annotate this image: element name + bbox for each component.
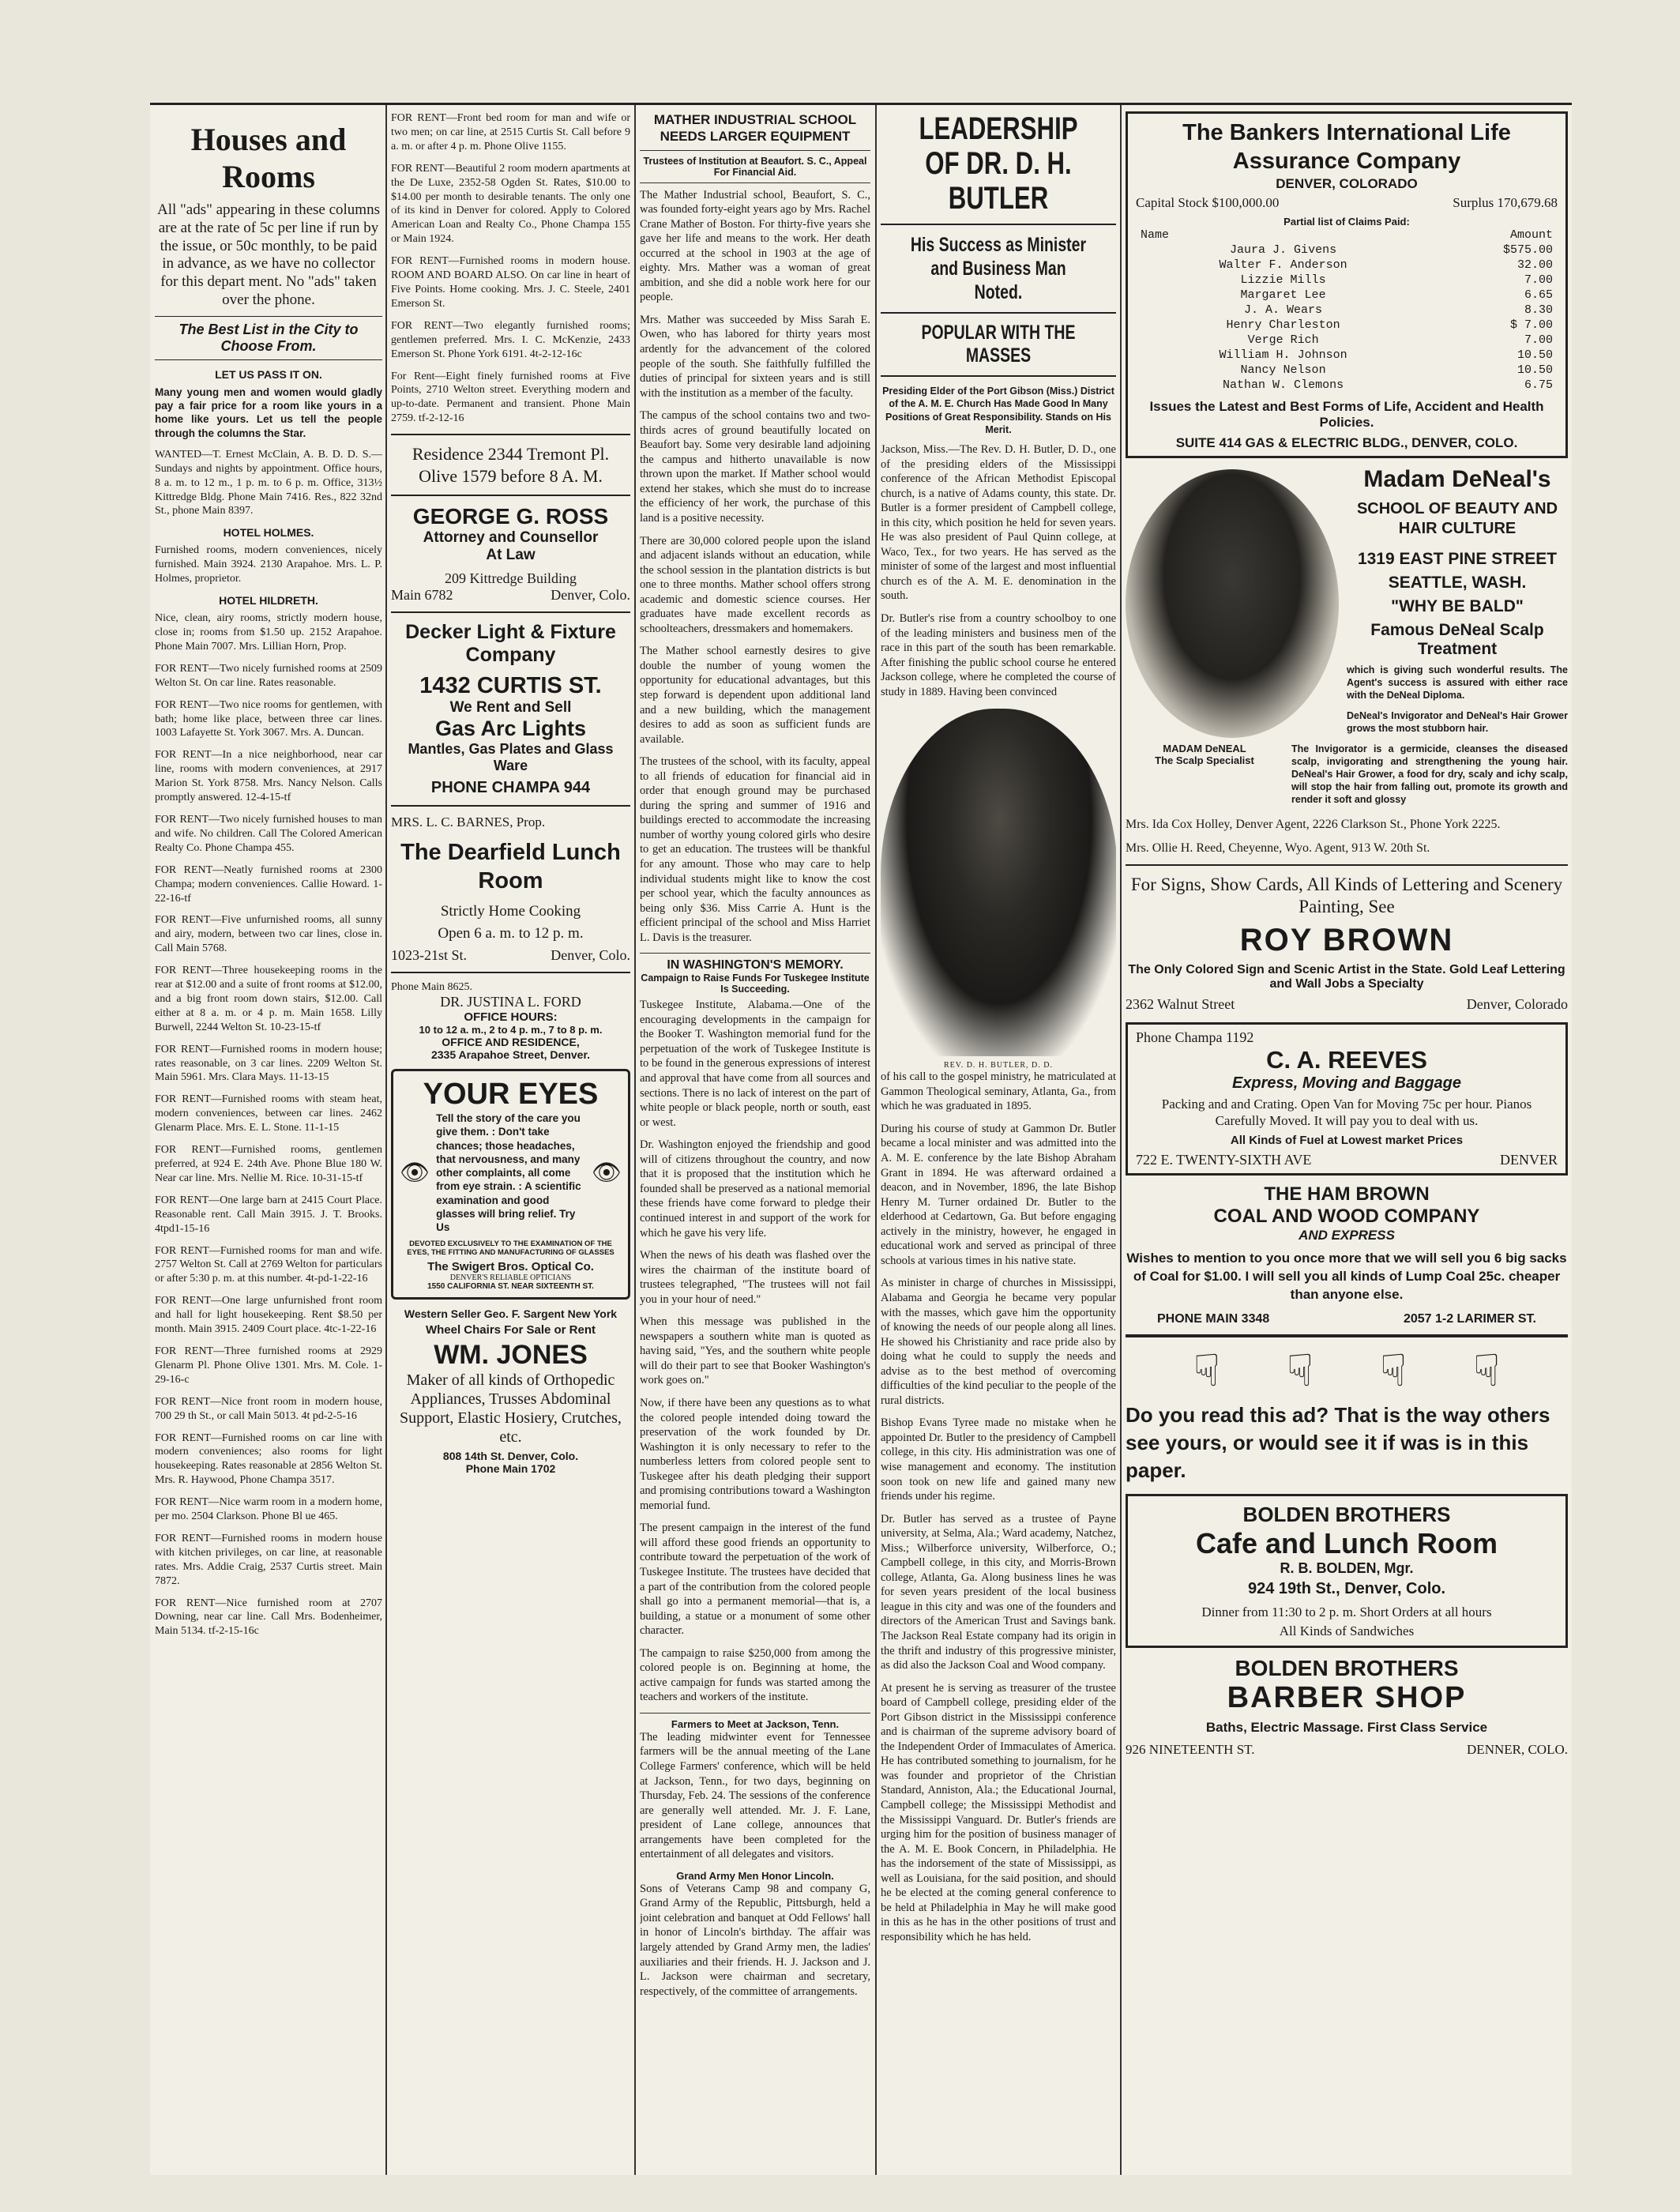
newspaper-page: [150, 103, 1572, 2175]
classified-ad: FOR RENT—Furnished rooms in modern house with kitchen privileges, on car line, at reasonable rates. Mrs. Addie Craig, 2537 Curtis street. Main 7872.: [155, 1532, 382, 1587]
claim-name: Margaret Lee: [1240, 288, 1326, 302]
pointing-hands: [1126, 1345, 1568, 1397]
decker-gas: Gas Arc Lights: [434, 716, 587, 740]
brown-city: Denver, Colorado: [1466, 995, 1568, 1012]
divider: [391, 805, 630, 807]
butler-deck-1: [881, 233, 1116, 304]
eyes-ad: [391, 1069, 630, 1299]
decker-mantles: Mantles, Gas Plates and Glass Ware: [408, 740, 614, 773]
reeves-contact: [1136, 1152, 1558, 1168]
eyes-company: The Swigert Bros. Optical Co.: [427, 1259, 594, 1273]
divider: [640, 150, 870, 151]
divider: [1126, 1334, 1568, 1337]
classified-ad: FOR RENT—Furnished rooms, gentlemen preferred, at 924 E. 24th Ave. Phone Blue 180 W. Near car line. Mrs. Nellie M. Rice. 10-31-15-tf: [155, 1144, 382, 1184]
classified-heading: HOTEL HILDRETH.: [219, 594, 318, 608]
lead-head: LET US PASS IT ON.: [215, 367, 322, 381]
claims-row: [1136, 333, 1558, 348]
decker-address: 1432 CURTIS ST.: [419, 672, 602, 698]
classified-ad: FOR RENT—Front bed room for man and wife or two men; on car line, at 2515 Curtis St. Call before 9 a. m. or after 4 p. m. Phone Olive 1155.: [391, 112, 630, 152]
farmers-text: The leading midwinter event for Tennessee farmers will be the annual meeting of the Lane College Farmers' conference, which will be held at Jackson, Tenn., for two days, beginning on Thursday, Feb. 24. The sessions of the conference are generally well attended. Mr. J. F. Lane, president of Lane college, announces that arrangements have been completed for the entertainment of all delegates and visitors.: [640, 1730, 870, 1861]
divider: [391, 611, 630, 613]
ham-name: THE HAM BROWN: [1264, 1183, 1430, 1206]
article-paragraph: As minister in charge of churches in Mississippi, Alabama and Georgia he became very popular with the masses, which gave him the opportunity of knowing the needs of our people along all lines. He showed his Christianity and race pride also by doing what he could to supply the needs and advise as to the best method of overcoming difficulties of the kind peculiar to the people of the rural districts.: [881, 1277, 1116, 1407]
bolden-manager: R. B. BOLDEN, Mgr.: [1280, 1560, 1414, 1577]
divider: [640, 953, 870, 954]
bolden-address: 924 19th St., Denver, Colo.: [1247, 1580, 1446, 1598]
deneal-treatment: Famous DeNeal Scalp Treatment: [1370, 620, 1544, 658]
claims-col-name: Name: [1141, 228, 1170, 242]
farmers-headline: Farmers to Meet at Jackson, Tenn.: [671, 1717, 840, 1730]
classified-ad: FOR RENT—Two elegantly furnished rooms; gentlemen preferred. Mrs. I. C. McKenzie, 2433 Emerson St. Phone York 6191. 4t-2-12-16c: [391, 319, 630, 360]
classified-ad: FOR RENT—In a nice neighborhood, near car line, rooms with modern conveniences, at 2917 Marion St. York 8758. Mrs. Nancy Nelson. Calls promptly answered. 12-4-15-tf: [155, 749, 382, 804]
mather-column: [640, 111, 870, 2167]
article-paragraph: The Mather Industrial school, Beaufort, S. C., was founded forty-eight years ago by Mrs. Rachel Crane Mather of Boston. For thirty-five years she gave her life and means to the work. Her death occurred at the school in 1903 at the age of eighty. Mrs. Mather was a woman of great ambition, and she did a noble work here for our people.: [640, 188, 870, 304]
deneal-caption-box: [1126, 743, 1283, 766]
butler-caption: REV. D. H. BUTLER, D. D.: [944, 1061, 1053, 1070]
claim-name: Nancy Nelson: [1240, 363, 1326, 377]
deneal-ad: [1126, 466, 1568, 743]
bankers-suite: SUITE 414 GAS & ELECTRIC BLDG., DENVER, COLO.: [1175, 434, 1518, 450]
divider: [391, 495, 630, 496]
butler-body-top: [881, 442, 1116, 699]
divider: [640, 1713, 870, 1714]
decker-phone: PHONE CHAMPA 944: [430, 778, 591, 796]
mather-deck: Trustees of Institution at Beaufort. S. C., Appeal For Financial Aid.: [643, 155, 867, 178]
bolden-sandwiches: All Kinds of Sandwiches: [1279, 1623, 1415, 1639]
claims-row: [1136, 378, 1558, 393]
dearfield-city: Denver, Colo.: [551, 947, 630, 964]
bankers-capital: Capital Stock $100,000.00: [1136, 194, 1280, 210]
claim-amount: 10.50: [1517, 348, 1553, 362]
brown-contact: [1126, 996, 1568, 1013]
classified-ad: FOR RENT—Two nicely furnished rooms at 2509 Welton St. On car line. Rates reasonable.: [155, 662, 382, 689]
bankers-capital-row: [1136, 195, 1558, 211]
ham-text: Wishes to mention to you once more that we will sell you 6 big sacks of Coal for $1.00. I will sell you all kinds of Lump Coal 25c. cheaper than anyone else.: [1126, 1251, 1567, 1302]
memory-body: [640, 998, 870, 1705]
column-rule: [875, 105, 877, 2175]
jones-seller: Western Seller Geo. F. Sargent New York: [404, 1307, 618, 1320]
claim-name: Jaura J. Givens: [1230, 243, 1337, 257]
deneal-name: Madam DeNeal's: [1363, 465, 1551, 492]
bolden-name: BOLDEN BROTHERS: [1242, 1503, 1451, 1527]
ham-company: COAL AND WOOD COMPANY: [1213, 1206, 1480, 1228]
dearfield-hours: Open 6 a. m. to 12 p. m.: [438, 925, 584, 942]
classified-ad: FOR RENT—Two nicely furnished houses to man and wife. No children. Call The Colored American Realty Co. Phone Champa 455.: [155, 813, 382, 854]
residence-phone: Olive 1579 before 8 A. M.: [419, 465, 603, 486]
article-paragraph: The present campaign in the interest of the fund will afford these good friends an opportunity to contribute toward the perpetuation of the work of Tuskegee Institute. The trustees have decided that a part of the contribution from the colored people shall go into a permanent memorial—that is, a building, a statue or a monument of some other character.: [640, 1522, 870, 1638]
claims-col-amount: Amount: [1509, 228, 1553, 242]
deneal-agent-2: Mrs. Ollie H. Reed, Cheyenne, Wyo. Agent, 913 W. 20th St.: [1126, 841, 1430, 855]
brown-text: The Only Colored Sign and Scenic Artist in the State. Gold Leaf Lettering and Wall Jobs a Specialty: [1128, 962, 1565, 991]
classified-ad: FOR RENT—Furnished rooms with steam heat, modern conveniences, between car lines. 2462 Glenarm Place. Mrs. E. L. Stone. 11-1-15: [155, 1093, 382, 1134]
jones-name: WM. JONES: [434, 1339, 588, 1370]
ross-name: GEORGE G. ROSS: [412, 504, 609, 529]
article-paragraph: Dr. Washington enjoyed the friendship and good will of citizens throughout the country, and now that it is proposed that the institution which he founded shall be preserved as a national memorial these friends have come forward to pledge their continued interest in and support of the work for which he gave his very life.: [640, 1138, 870, 1240]
ford-phone: Phone Main 8625.: [391, 981, 473, 994]
deneal-text-3: The Invigorator is a germicide, cleanses the diseased scalp, invigorating and strengthening the young hair. DeNeal's Hair Grower, a food for dry, scaly and ichy scalp, will stop the hair from falling out, promote its growth and render it soft and glossy: [1291, 743, 1568, 805]
brown-lead: For Signs, Show Cards, All Kinds of Lettering and Scenery Painting, See: [1130, 875, 1563, 917]
column-rule: [1120, 105, 1122, 2175]
article-paragraph: During his course of study at Gammon Dr. Butler became a local minister and was admitted into the A. M. E. conference by the late Bishop Abraham Grant in 1894. He was afterward ordained a deacon, and in November, 1896, the late Bishop Henry M. Turner ordained Dr. Butler to the elderhood at Cedartown, Ga. But before engaging actively in the ministry, however, he engaged in educational work and served as principal of three schools at various times in his native state.: [881, 1122, 1116, 1267]
claims-row: [1136, 303, 1558, 318]
article-paragraph: Now, if there have been any questions as to what the colored people intended doing toward the preservation of the work founded by Dr. Washington it is only necessary to refer to the numberless letters from colored people sent to Tuskegee after his death pledging their support and promising contributions toward a Washington memorial fund.: [640, 1396, 870, 1512]
article-paragraph: Dr. Butler's rise from a country schoolboy to one of the leading ministers and business men of the race in this part of the south has been remarkable. After finishing the public school course he entered Jackson college, where he completed the course of study in 1889. Having been convinced: [881, 612, 1116, 698]
eyes-text: Tell the story of the care you give them. : Don't take chances; those headaches, that nervousness, and many other complaints, all come from eye strain. : A scientific examination and good glasses will bring relief. Try Us: [436, 1112, 581, 1234]
army-text: Sons of Veterans Camp 98 and company G, Grand Army of the Republic, Pittsburgh, held a joint celebration and banquet at Odd Fellows' hall in honor of Lincoln's birthday. The affair was largely attended by Grand Army men, the ladies' auxiliaries and their friends. H. J. Jackson and J. L. Jackson were chairman and secretary, respectively, of the committee of arrangements.: [640, 1882, 870, 1998]
classified-ad: WANTED—T. Ernest McClain, A. B. D. D. S.—Sundays and nights by appointment. Office hours, 8 a. m. to 12 m., 1 p. m. to 6 p. m. Office, 313½ Kittredge Bldg. Phone Main 7416. Res., 822 32nd St., phone Main 8397.: [155, 448, 382, 517]
barber-shop: BARBER SHOP: [1227, 1681, 1467, 1715]
claims-row: [1136, 273, 1558, 288]
butler-column: [881, 111, 1116, 2167]
bolden-cafe: Cafe and Lunch Room: [1195, 1527, 1498, 1560]
memory-deck: Campaign to Raise Funds For Tuskegee Institute Is Succeeding.: [641, 972, 870, 995]
article-paragraph: Jackson, Miss.—The Rev. D. H. Butler, D. D., one of the presiding elders of the Mississippi conference of the African Methodist Episcopal church, is a native of Adams county, this state. Dr. Butler is a former president of Campbell college, in this city, which position he held for seven years. He was also president of Paul Quinn college, at Waco, Tex., for two years. He has served as the minister of some of the largest and most influential church es of the A. M. E. denomination in the south.: [881, 443, 1116, 603]
deneal-text-2: DeNeal's Invigorator and DeNeal's Hair Grower grows the most stubborn hair.: [1347, 709, 1568, 734]
classified-ad: Nice, clean, airy rooms, strictly modern house, close in; rooms from $1.50 up. 2152 Arapahoe. Phone Main 7007. Mrs. Lillian Horn, Prop.: [155, 612, 382, 653]
ham-address: 2057 1-2 LARIMER ST.: [1403, 1311, 1536, 1326]
brown-name: ROY BROWN: [1239, 922, 1454, 957]
eye-icon: 👁: [591, 1160, 622, 1187]
ham-express: AND EXPRESS: [1299, 1228, 1395, 1243]
divider: [391, 434, 630, 435]
lead-text: Many young men and women would gladly pay a fair price for a room like yours in a home like yours. Let us tell the people through the columns the Star.: [155, 386, 382, 439]
classified-ad: FOR RENT—Nice front room in modern house, 700 29 th St., or call Main 5013. 4t pd-2-5-16: [155, 1395, 382, 1422]
deneal-address: 1319 EAST PINE STREET: [1357, 549, 1558, 568]
divider: [640, 182, 870, 183]
deneal-lower: [1126, 743, 1568, 814]
article-paragraph: Dr. Butler has served as a trustee of Payne university, at Selma, Ala.; Ward academy, Natchez, Miss.; Wilberforce university, Wilberforce, O.; Campbell college, in this city, and Morris-Brown college, Atlanta, Ga. Along business lines he was for seven years president of the local business league in this city and was one of the founders and directors of the American Trust and Savings bank. The Jackson Real Estate company had its origin in the thrift and industry of this progressive minister, as did also the Jackson Coal and Wood company.: [881, 1512, 1116, 1672]
claims-row: [1136, 243, 1558, 258]
article-paragraph: The campaign to raise $250,000 from among the colored people is on. Beginning at home, the active campaign for funds was started among the teachers and workers of the institute.: [640, 1646, 870, 1704]
classifieds-column: [155, 111, 382, 2167]
eyes-title: YOUR EYES: [423, 1078, 599, 1112]
barber-address: 926 NINETEENTH ST.: [1126, 1742, 1255, 1758]
divider: [881, 312, 1116, 314]
divider: [881, 375, 1116, 377]
classifieds-best-list: The Best List in the City to Choose From.: [155, 316, 382, 360]
claim-name: J. A. Wears: [1244, 303, 1323, 317]
deneal-caption-2: The Scalp Specialist: [1155, 754, 1254, 766]
ford-address: 2335 Arapahoe Street, Denver.: [430, 1048, 591, 1062]
butler-headline: [881, 111, 1116, 216]
classified-ad: FOR RENT—Three furnished rooms at 2929 Glenarm Pl. Phone Olive 1301. Mrs. M. Cole. 1-29-16-c: [155, 1345, 382, 1386]
bolden-dinner: Dinner from 11:30 to 2 p. m. Short Orders at all hours: [1201, 1604, 1492, 1620]
claim-amount: 6.65: [1524, 288, 1553, 302]
article-paragraph: When this message was published in the newspapers a southern white man is quoted as having said, "Yes, and the southern white people will do their part to see that Booker Washington's work goes on.": [640, 1315, 870, 1387]
ross-building: 209 Kittredge Building: [445, 570, 577, 587]
ross-phone: Main 6782: [391, 587, 453, 604]
claims-title: Partial list of Claims Paid:: [1283, 215, 1410, 228]
jones-text: Maker of all kinds of Orthopedic Appliances, Trusses Abdominal Support, Elastic Hosiery, Crutches, etc.: [400, 1371, 622, 1446]
article-paragraph: When the news of his death was flashed over the wires the chairman of the institute board of trustees telegraphed, "The trustees will not fail you in your hour of need.": [640, 1249, 870, 1306]
claim-name: William H. Johnson: [1219, 348, 1347, 362]
butler-headline-text: LEADERSHIP OF DR. D. H. BUTLER: [919, 111, 1078, 216]
jones-address: 808 14th St. Denver, Colo.: [442, 1449, 579, 1462]
classified-ad: FOR RENT—Neatly furnished rooms at 2300 Champa; modern conveniences. Callie Howard. 1-22-16-tf: [155, 863, 382, 905]
bankers-surplus: Surplus 170,679.68: [1453, 194, 1558, 210]
ford-residence-label: OFFICE AND RESIDENCE,: [442, 1036, 580, 1049]
article-paragraph: The trustees of the school, with its faculty, appeal to all friends of education for financial aid in order that enough ground may be purchased during the spring and summer of 1916 and buildings erected to accommodate the increasing number of worthy young colored girls who desire to get an education. The trustees will be thankful for any amount. Those who may care to help individual students might like to know the cost per school year, which the faculty announces as being only $36. Miss Carrie A. Hunt is the efficient principal of the school and Miss Harriet L. Davis is the treasurer.: [640, 755, 870, 944]
ross-city: Denver, Colo.: [551, 587, 630, 604]
column-rule: [385, 105, 387, 2175]
pointing-hand-icon: ☟: [1473, 1346, 1501, 1396]
eyes-address: 1550 CALIFORNIA ST. NEAR SIXTEENTH ST.: [427, 1281, 594, 1291]
divider: [1126, 864, 1568, 866]
article-paragraph: The campus of the school contains two and two-thirds acres of ground beautifully located on Beaufort bay. Some very desirable land adjoining the campus and hitherto unavailable is now thrown upon the market. If Mather school would extend her stakes, which she must do to increase the efficiency of her work, the purchase of this land is a positive necessity.: [640, 409, 870, 525]
jones-wheel-chairs: Wheel Chairs For Sale or Rent: [425, 1322, 596, 1337]
bankers-city: DENVER, COLORADO: [1276, 175, 1418, 191]
dearfield-contact: [391, 947, 630, 964]
ford-office-label: OFFICE HOURS:: [464, 1010, 558, 1025]
divider: [881, 224, 1116, 225]
classified-ads-list: [155, 448, 382, 1638]
claims-header-row: [1136, 228, 1558, 243]
decker-name: Decker Light & Fixture Company: [405, 621, 616, 666]
claims-row: [1136, 258, 1558, 273]
claim-name: Lizzie Mills: [1240, 273, 1326, 287]
brown-address: 2362 Walnut Street: [1126, 995, 1235, 1012]
butler-deck-1-text: His Success as Minister and Business Man Noted.: [910, 234, 1087, 303]
bankers-issues: Issues the Latest and Best Forms of Life, Accident and Health Policies.: [1149, 398, 1544, 430]
barber-services: Baths, Electric Massage. First Class Service: [1205, 1720, 1488, 1736]
claim-name: Walter F. Anderson: [1219, 258, 1347, 272]
classified-ad: FOR RENT—One large unfurnished front room and hall for light housekeeping. Rent $8.50 per month. Main 3915. 2409 Court place. 4tc-1-22-16: [155, 1295, 382, 1336]
classified-ad: FOR RENT—Nice warm room in a modern home, per mo. 2504 Clarkson. Phone Bl ue 465.: [155, 1496, 382, 1523]
classified-ad: Furnished rooms, modern conveniences, nicely furnished. Main 3924. 2130 Arapahoe. Mrs. L. P. Holmes, proprietor.: [155, 544, 382, 585]
column-rule: [634, 105, 636, 2175]
deneal-agent-1: Mrs. Ida Cox Holley, Denver Agent, 2226 Clarkson St., Phone York 2225.: [1126, 817, 1501, 831]
claim-amount: 8.30: [1524, 303, 1553, 317]
deneal-city: SEATTLE, WASH.: [1388, 573, 1527, 592]
deneal-bald: "WHY BE BALD": [1391, 596, 1524, 615]
dearfield-name: The Dearfield Lunch Room: [400, 839, 621, 893]
reeves-name: C. A. REEVES: [1266, 1045, 1427, 1074]
claims-row: [1136, 348, 1558, 363]
bankers-name: The Bankers International Life Assurance Company: [1182, 120, 1511, 175]
reeves-express: Express, Moving and Baggage: [1231, 1074, 1462, 1092]
classified-ad: FOR RENT—Furnished rooms on car line with modern conveniences; also rooms for light housekeeping. Rates reasonable at 2856 Welton St. Mrs. R. Haywood, Phone Champa 3517.: [155, 1431, 382, 1487]
pointing-hand-icon: ☟: [1286, 1346, 1314, 1396]
classified-ad: FOR RENT—Furnished rooms in modern house; rates reasonable, on 3 car lines. 2209 Welton St. Main 5961. Mrs. Clara Mays. 11-13-15: [155, 1043, 382, 1084]
claim-amount: 10.50: [1517, 363, 1553, 377]
barnes-proprietor: MRS. L. C. BARNES, Prop.: [391, 814, 546, 830]
classified-ad: For Rent—Eight finely furnished rooms at Five Points, 2710 Welton street. Everything modern and up-to-date. Permanent and transient. Phone Main 2759. tf-2-12-16: [391, 370, 630, 425]
deneal-caption-1: MADAM DeNEAL: [1163, 742, 1246, 754]
reeves-address: 722 E. TWENTY-SIXTH AVE: [1136, 1152, 1312, 1168]
ads-column-2: [391, 111, 630, 2167]
divider: [391, 972, 630, 973]
eye-icon: 👁: [400, 1160, 430, 1187]
mather-body: [640, 188, 870, 946]
dearfield-cooking: Strictly Home Cooking: [440, 903, 581, 920]
claim-name: Verge Rich: [1247, 333, 1319, 347]
classified-ad: FOR RENT—Two nice rooms for gentlemen, with bath; home like place, between three car lines. 1003 Lafayette St. York 3067. Mrs. A. Duncan.: [155, 698, 382, 739]
ham-phone: PHONE MAIN 3348: [1157, 1311, 1270, 1326]
butler-body-bottom: [881, 1070, 1116, 1944]
classified-ad: FOR RENT—Beautiful 2 room modern apartments at the De Luxe, 2352-58 Ogden St. Rates, $10.00 to $14.00 per month to desirable tenants. The only one of its kind in Denver for colored. Apply to Colored American Loan and Realty Co., Phone Champa 155 or Main 1924.: [391, 162, 630, 246]
classifieds-title: Houses and Rooms: [190, 122, 347, 194]
butler-portrait: [881, 709, 1116, 1056]
eyes-devoted: DEVOTED EXCLUSIVELY TO THE EXAMINATION OF THE EYES, THE FITTING AND MANUFACTURING OF GLASSES: [407, 1239, 614, 1257]
classified-ad: FOR RENT—Nice furnished room at 2707 Downing, near car line. Call Mrs. Bodenheimer, Main 5134. tf-2-15-16c: [155, 1597, 382, 1638]
reeves-text: Packing and and Crating. Open Van for Moving 75c per hour. Pianos Carefully Moved. It will pay you to deal with us.: [1161, 1096, 1532, 1128]
deneal-photo-box: [1126, 466, 1339, 743]
butler-deck-2: [881, 322, 1116, 367]
deneal-portrait: [1126, 469, 1339, 738]
butler-deck-2-text: POPULAR WITH THE MASSES: [921, 322, 1076, 367]
claim-amount: 7.00: [1524, 333, 1553, 347]
ross-contact: [391, 587, 630, 604]
reeves-city: DENVER: [1500, 1152, 1558, 1168]
claim-amount: 32.00: [1517, 258, 1553, 272]
article-paragraph: At present he is serving as treasurer of the trustee board of Campbell college, presiding elder of the Port Gibson district in the Mississippi conference and is chairman of the supreme advisory board of the Independent Order of Immaculates of America. He has contributed something to journalism, for he was founder and proprietor of the Christian Standard, Anniston, Ala.; the Educational Journal, Campbell college; the Mississippi Methodist and the Mississippi Vanguard. Dr. Butler's friends are urging him for the position of business manager of the A. M. E. Book Concern, in Philadelphia. He has the indorsement of the state of Mississippi, as well as Louisiana, for the said position, and should he be elected at the coming general conference to be held at Philadelphia in May he will make good in this as he has in the other positions of trust and responsibility which he has held.: [881, 1681, 1116, 1943]
pointing-hand-icon: ☟: [1380, 1346, 1408, 1396]
classified-ad: FOR RENT—Five unfurnished rooms, all sunny and airy, modern, between two car lines, close in. Call Main 5768.: [155, 914, 382, 955]
memory-headline: IN WASHINGTON'S MEMORY.: [667, 958, 844, 972]
article-paragraph: of his call to the gospel ministry, he matriculated at Gammon Theological seminary, Atlanta, Ga., from which he was graduated in 1895.: [881, 1070, 1116, 1113]
claim-amount: 7.00: [1524, 273, 1553, 287]
claims-row: [1136, 318, 1558, 333]
barber-city: DENNER, COLO.: [1467, 1742, 1568, 1758]
deneal-text-box: [1347, 466, 1568, 743]
jones-phone: Phone Main 1702: [465, 1462, 556, 1475]
classified-ad: FOR RENT—Three housekeeping rooms in the rear at $12.00 and a suite of front rooms at $12.00, and a big front room down stairs, $12.00. Call either at 8 a. m. or 4 p. m. Main 1658. Lilly Burwell, 2244 Welton St. 10-23-15-tf: [155, 965, 382, 1033]
article-paragraph: Tuskegee Institute, Alabama.—One of the encouraging developments in the campaign for the Booker T. Washington memorial fund for the perpetuation of the work of Tuskegee Institute is to be found in the generous expressions of interest and approval that have come from all sources and sections. There is no lack of interest on the part of white people or black people, north or south, east or west.: [640, 999, 870, 1129]
claims-table: [1136, 228, 1558, 393]
pointing-hand-icon: ☟: [1193, 1346, 1220, 1396]
read-this-ad: Do you read this ad? That is the way others see yours, or would see it if was is in this paper.: [1126, 1402, 1550, 1483]
classified-ad: FOR RENT—Furnished rooms in modern house. ROOM AND BOARD ALSO. On car line in heart of Five Points. Home cooking. Mrs. J. C. Steele, 2401 Emerson St.: [391, 255, 630, 310]
eyes-subtitle: DENVER'S RELIABLE OPTICIANS: [449, 1273, 572, 1282]
residence-line: Residence 2344 Tremont Pl.: [412, 444, 610, 465]
army-headline: Grand Army Men Honor Lincoln.: [676, 1869, 834, 1882]
butler-deck-3: Presiding Elder of the Port Gibson (Miss.) District of the A. M. E. Church Has Made Good In Many Positions of Great Responsibility. Stands on His Merit.: [882, 386, 1114, 435]
barber-contact: [1126, 1742, 1568, 1758]
bankers-ad: [1126, 111, 1568, 458]
bolden-cafe-ad: [1126, 1494, 1568, 1648]
claim-name: Henry Charleston: [1226, 318, 1340, 332]
claim-name: Nathan W. Clemons: [1223, 378, 1344, 392]
ford-name: DR. JUSTINA L. FORD: [440, 994, 581, 1010]
ford-hours: 10 to 12 a. m., 2 to 4 p. m., 7 to 8 p. m.: [419, 1024, 603, 1036]
mather-headline: MATHER INDUSTRIAL SCHOOL NEEDS LARGER EQUIPMENT: [653, 112, 857, 145]
claim-amount: $ 7.00: [1509, 318, 1553, 332]
ham-contact: [1157, 1312, 1536, 1326]
classifieds-rate-note: All "ads" appearing in these columns are at the rate of 5c per line if run by the issue, or 50c monthly, to be paid in advance, as we have no collector for this depart ment. No "ads" taken over the phone.: [157, 201, 380, 308]
ross-at-law: At Law: [486, 547, 536, 564]
reeves-phone: Phone Champa 1192: [1136, 1029, 1254, 1045]
barber-name: BOLDEN BROTHERS: [1235, 1656, 1459, 1681]
classified-ads-list-2: [391, 111, 630, 426]
eyes-body: [400, 1112, 622, 1234]
classified-ad: FOR RENT—Furnished rooms for man and wife. 2757 Welton St. Call at 2769 Welton for particulars or after 5:30 p. m. at this number. 4t-pd-1-22-16: [155, 1244, 382, 1285]
ads-column-5: [1126, 111, 1568, 2167]
classified-heading: HOTEL HOLMES.: [223, 526, 314, 540]
dearfield-address: 1023-21st St.: [391, 947, 468, 964]
article-paragraph: The Mather school earnestly desires to give double the number of young women the opportunity for educational advantages, but this step forward is dependent upon additional land and a new building, which the management desires to add as soon as sufficient funds are available.: [640, 645, 870, 746]
deneal-school: SCHOOL OF BEAUTY AND HAIR CULTURE: [1356, 499, 1558, 537]
classified-ad: FOR RENT—One large barn at 2415 Court Place. Reasonable rent. Call Main 3915. J. T. Brooks. 4tpd1-15-16: [155, 1194, 382, 1235]
article-paragraph: Mrs. Mather was succeeded by Miss Sarah E. Owen, who has labored for thirty years most ardently for the advancement of the colored people of the south. She faithfully fulfilled the duties of principal for sixteen years and is still with the institution as a member of the faculty.: [640, 313, 870, 400]
decker-rent: We Rent and Sell: [449, 698, 572, 716]
claim-amount: 6.75: [1524, 378, 1553, 392]
article-paragraph: Bishop Evans Tyree made no mistake when he appointed Dr. Butler to the presidency of Campbell college, in this city. His administration was one of wise management and economy. The institution soon took on new life and gained many new friends under his regime.: [881, 1416, 1116, 1503]
claim-amount: $575.00: [1502, 243, 1553, 257]
claims-row: [1136, 363, 1558, 378]
reeves-ad: [1126, 1022, 1568, 1176]
article-paragraph: There are 30,000 colored people upon the island and adjacent islands without an education, while the school session in the plantation districts is but one to three months. Mather school offers strong academic and domestic science courses. Her graduates have made excellent records as schoolteachers, dressmakers and homemakers.: [640, 534, 870, 635]
ross-title: Attorney and Counsellor: [423, 529, 599, 547]
claims-row: [1136, 288, 1558, 303]
deneal-text-1: which is giving such wonderful results. The Agent's success is assured with either race with the DeNeal Diploma.: [1347, 664, 1568, 701]
reeves-fuel: All Kinds of Fuel at Lowest market Prices: [1230, 1134, 1464, 1148]
